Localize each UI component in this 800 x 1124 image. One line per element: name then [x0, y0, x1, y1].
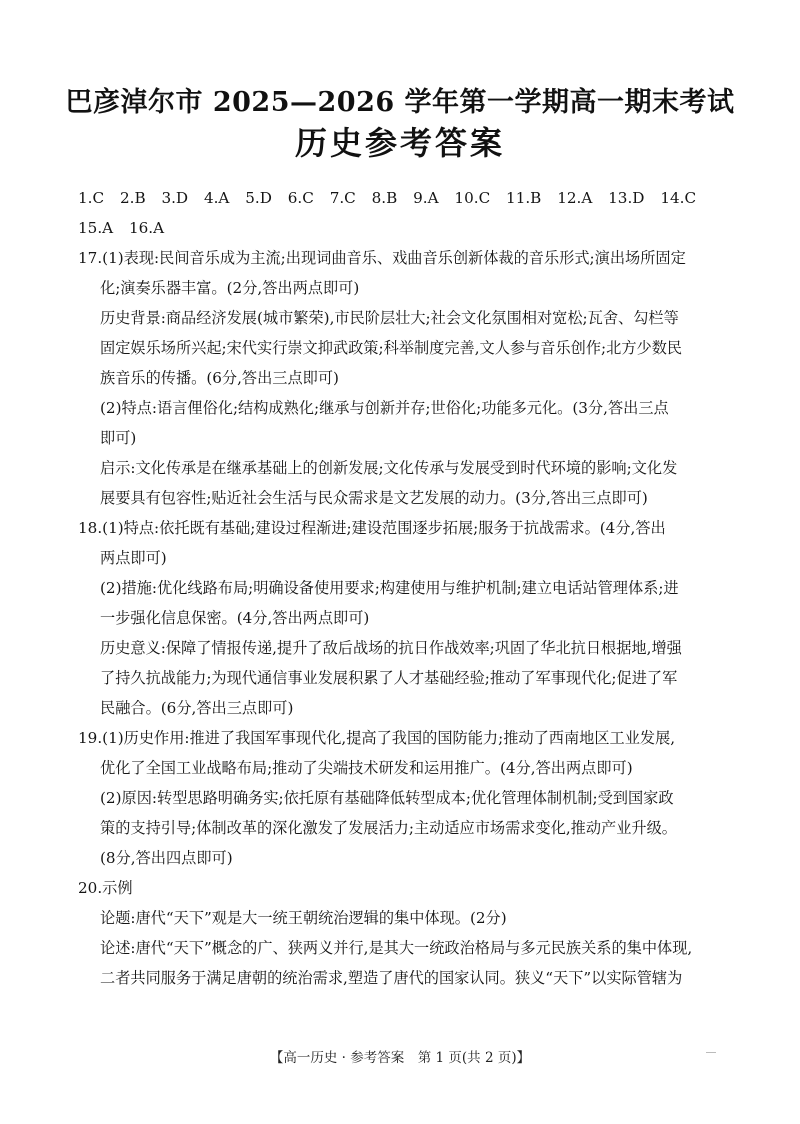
- answer-line: 20.示例: [78, 879, 133, 897]
- answer-line: 即可): [100, 429, 137, 447]
- exam-title: 巴彦淖尔市 2025—2026 学年第一学期高一期末考试: [65, 87, 735, 118]
- choice-answer: 2.B: [119, 189, 146, 207]
- answer-line: 族音乐的传播。(6分,答出三点即可): [100, 369, 339, 387]
- answer-line: (2)措施:优化线路布局;明确设备使用要求;构建使用与维护机制;建立电话站管理体系;进: [100, 579, 679, 597]
- answer-line: 历史意义:保障了情报传递,提升了敌后战场的抗日作战效率;巩固了华北抗日根据地,增强: [100, 639, 682, 657]
- choice-answer: 4.A: [203, 189, 230, 207]
- answer-line: 论述:唐代“天下”概念的广、狭两义并行,是其大一统政治格局与多元民族关系的集中体现,: [100, 939, 693, 957]
- answer-key-title: 历史参考答案: [294, 124, 505, 162]
- choice-answer: 1.C: [78, 189, 105, 207]
- answer-line: 固定娱乐场所兴起;宋代实行崇文抑武政策;科举制度完善,文人参与音乐创作;北方少数民: [100, 339, 683, 357]
- answer-line: 一步强化信息保密。(4分,答出两点即可): [100, 609, 370, 627]
- answer-line: 化;演奏乐器丰富。(2分,答出两点即可): [100, 279, 360, 297]
- choice-answer: 14.C: [660, 189, 697, 207]
- answer-line: 19.(1)历史作用:推进了我国军事现代化,提高了我国的国防能力;推动了西南地区工业发展,: [78, 729, 676, 747]
- answer-line: 策的支持引导;体制改革的深化激发了发展活力;主动适应市场需求变化,推动产业升级。: [100, 819, 677, 837]
- answer-line: 优化了全国工业战略布局;推动了尖端技术研发和运用推广。(4分,答出两点即可): [100, 759, 633, 777]
- answer-line: 17.(1)表现:民间音乐成为主流;出现词曲音乐、戏曲音乐创新体裁的音乐形式;演出场所固定: [78, 249, 686, 267]
- choice-answer: 6.C: [287, 189, 314, 207]
- answer-line: (8分,答出四点即可): [100, 849, 233, 867]
- choice-answer: 7.C: [329, 189, 356, 207]
- choice-answers-row-1: [78, 183, 728, 213]
- choice-answer: 3.D: [161, 189, 189, 207]
- page-footer: 【高一历史 · 参考答案 第 1 页(共 2 页)】: [269, 1050, 531, 1066]
- answer-line: 启示:文化传承是在继承基础上的创新发展;文化传承与发展受到时代环境的影响;文化发: [100, 459, 678, 477]
- answer-line: 两点即可): [100, 549, 167, 567]
- answer-line: 论题:唐代“天下”观是大一统王朝统治逻辑的集中体现。(2分): [100, 909, 507, 927]
- corner-mark: [706, 1052, 716, 1053]
- answer-line: 展要具有包容性;贴近社会生活与民众需求是文艺发展的动力。(3分,答出三点即可): [100, 489, 648, 507]
- choice-answer: 15.A: [78, 219, 114, 237]
- answer-line: 历史背景:商品经济发展(城市繁荣),市民阶层壮大;社会文化氛围相对宽松;瓦舍、勾栏等: [100, 309, 679, 327]
- choice-answer: 16.A: [128, 219, 165, 237]
- choice-answer: 9.A: [413, 189, 439, 207]
- answer-line: 18.(1)特点:依托既有基础;建设过程渐进;建设范围逐步拓展;服务于抗战需求。(4分,答出: [78, 519, 666, 537]
- choice-answer: 11.B: [506, 189, 542, 207]
- choice-answer: 13.D: [608, 189, 645, 207]
- choice-answer: 8.B: [371, 189, 398, 207]
- answer-line: 了持久抗战能力;为现代通信事业发展积累了人才基础经验;推动了军事现代化;促进了军: [100, 669, 678, 687]
- choice-answers-row-2: [78, 213, 728, 243]
- answer-line: 二者共同服务于满足唐朝的统治需求,塑造了唐代的国家认同。狭义“天下”以实际管辖为: [100, 969, 683, 987]
- choice-answer: 5.D: [245, 189, 272, 207]
- answer-content: [78, 183, 728, 993]
- answer-line: (2)原因:转型思路明确务实;依托原有基础降低转型成本;优化管理体制机制;受到国家政: [100, 789, 674, 807]
- answer-line: 民融合。(6分,答出三点即可): [100, 699, 294, 717]
- choice-answer: 12.A: [557, 189, 593, 207]
- answer-line: (2)特点:语言俚俗化;结构成熟化;继承与创新并存;世俗化;功能多元化。(3分,答出三点: [100, 399, 669, 417]
- choice-answer: 10.C: [454, 189, 491, 207]
